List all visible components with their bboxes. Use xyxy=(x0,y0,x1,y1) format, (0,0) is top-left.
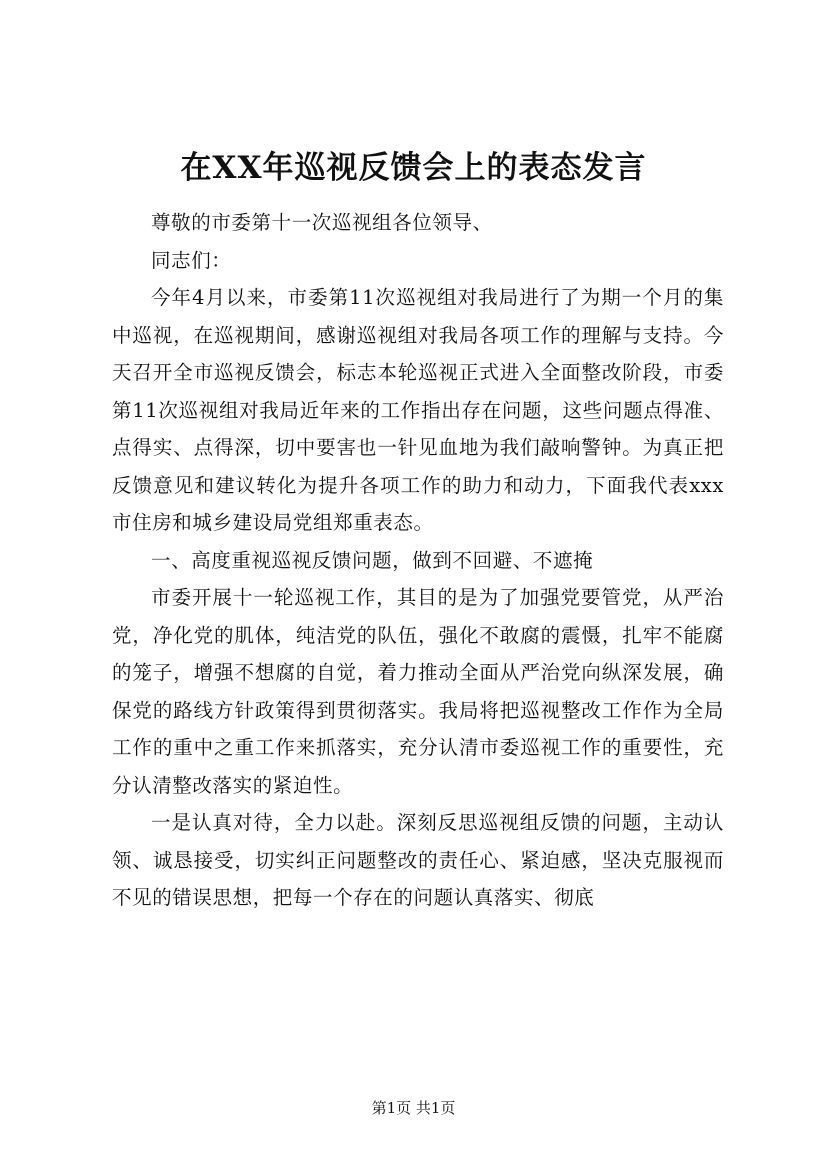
body-paragraph: 市委开展十一轮巡视工作，其目的是为了加强党要管党，从严治党，净化党的肌体，纯洁党的队伍，强化不敢腐的震慑，扎牢不能腐的笼子，增强不想腐的自觉，着力推动全面从严治党向纵深发展，确保党的路线方针政策得到贯彻落实。我局将把巡视整改工作作为全局工作的重中之重工作来抓落实，充分认清市委巡视工作的重要性，充分认清整改落实的紧迫性。 xyxy=(112,586,724,797)
document-title: 在XX年巡视反馈会上的表态发言 xyxy=(180,150,647,186)
page-footer: 第1页 共1页 xyxy=(371,1099,456,1117)
section-heading: 一、高度重视巡视反馈问题，做到不回避、不遮掩 xyxy=(151,548,594,572)
body-paragraph: 一是认真对待，全力以赴。深刻反思巡视组反馈的问题，主动认领、诚恳接受，切实纠正问题整改的责任心、紧迫感，坚决克服视而不见的错误思想，把每一个存在的问题认真落实、彻底 xyxy=(112,811,724,909)
salutation-line: 尊敬的市委第十一次巡视组各位领导、 xyxy=(151,211,493,234)
body-paragraph: 今年4月以来，市委第11次巡视组对我局进行了为期一个月的集中巡视，在巡视期间，感谢巡视组对我局各项工作的理解与支持。今天召开全市巡视反馈会，标志本轮巡视正式进入全面整改阶段，市委第11次巡视组对我局近年来的工作指出存在问题，这些问题点得准、点得实、点得深，切中要害也一针见血地为我们敲响警钟。为真正把反馈意见和建议转化为提升各项工作的助力和动力，下面我代表xxx市住房和城乡建设局党组郑重表态。 xyxy=(112,286,724,534)
document-body xyxy=(112,204,724,917)
salutation-line: 同志们： xyxy=(151,248,232,272)
